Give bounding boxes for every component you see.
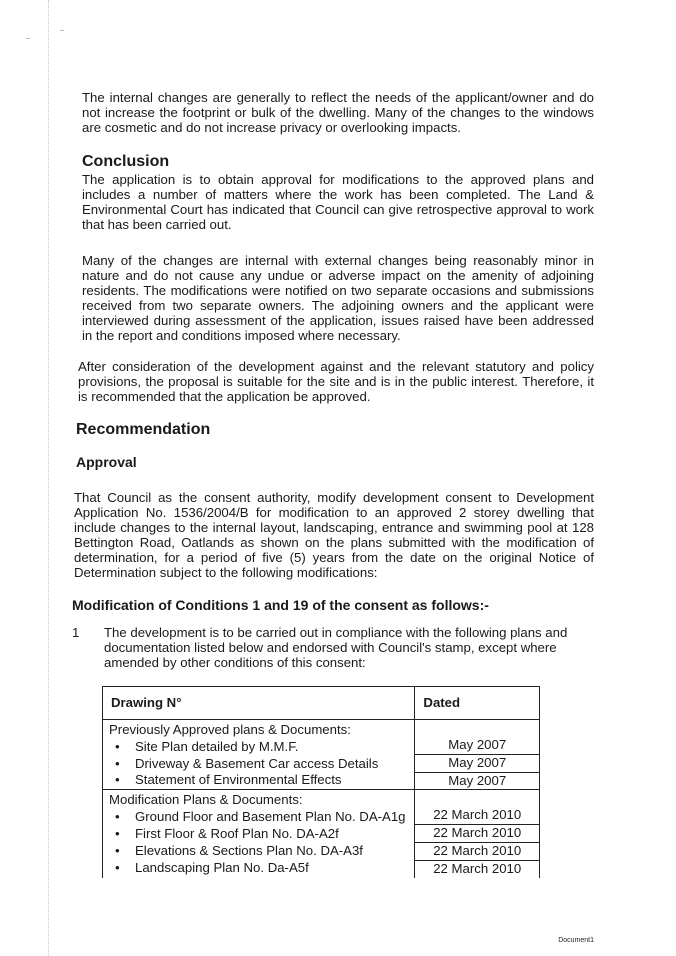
drawing-name: First Floor & Roof Plan No. DA-A2f: [135, 825, 339, 841]
bullet-icon: •: [115, 738, 120, 754]
recommendation-heading: Recommendation: [76, 421, 211, 438]
list-item: [115, 809, 414, 826]
bullet-icon: •: [115, 842, 120, 858]
conclusion-paragraph-1: The application is to obtain approval for modifications to the approved plans and includes a number of matters where the work has been completed. The Land & Environmental Court has indicated that Council can give retrospective approval to work that has been carried out.: [82, 172, 594, 232]
scan-margin-line: [48, 0, 49, 956]
drawing-list: [109, 809, 414, 876]
drawing-name: Statement of Environmental Effects: [135, 772, 342, 788]
date-item: 22 March 2010: [415, 807, 539, 825]
drawing-list: [109, 739, 414, 789]
group-cell: [103, 720, 415, 790]
drawings-table: [102, 686, 540, 878]
conclusion-paragraph-3: After consideration of the development against and the relevant statutory and policy provisions, the proposal is suitable for the site and is in the public interest. Therefore, it is recommended that the application be approved.: [78, 359, 594, 404]
list-item: [115, 739, 414, 756]
scan-mark: [60, 30, 64, 31]
conclusion-paragraph-2: Many of the changes are internal with external changes being reasonably minor in nature and do not cause any undue or adverse impact on the amenity of adjoining residents. The modifications were notified on two separate occasions and submissions received from two separate owners. The adjoining owners and the applicant were interviewed during assessment of the application, issues raised have been addressed in the report and conditions imposed where necessary.: [82, 253, 594, 343]
date-list: [415, 807, 539, 877]
drawing-name: Ground Floor and Basement Plan No. DA-A1g: [135, 809, 406, 825]
bullet-icon: •: [115, 859, 120, 875]
drawing-name: Landscaping Plan No. Da-A5f: [135, 859, 309, 875]
bullet-icon: •: [115, 825, 120, 841]
date-item: May 2007: [415, 755, 539, 773]
scan-mark: [26, 38, 30, 39]
group-title: Modification Plans & Documents:: [109, 792, 303, 808]
list-item: [115, 843, 414, 860]
drawing-name: Driveway & Basement Car access Details: [135, 755, 379, 771]
table-row: [103, 790, 540, 878]
list-item: [115, 756, 414, 773]
table-header-row: [103, 687, 540, 720]
drawing-number-header: Drawing N°: [103, 687, 415, 720]
condition-text: The development is to be carried out in compliance with the following plans and documentation listed below and endorsed with Council's stamp, except where amended by other conditions of this consent:: [104, 625, 568, 670]
date-item: May 2007: [415, 737, 539, 755]
internal-changes-paragraph: The internal changes are generally to reflect the needs of the applicant/owner and do not increase the footprint or bulk of the dwelling. Many of the changes to the windows are cosmetic and do not increase privacy or overlooking impacts.: [82, 90, 594, 135]
list-item: [115, 860, 414, 877]
date-list: [415, 737, 539, 789]
dated-header: Dated: [415, 687, 540, 720]
date-cell: [415, 720, 540, 790]
approval-paragraph: That Council as the consent authority, modify development consent to Development Application No. 1536/2004/B for modification to an approved 2 storey dwelling that include changes to the internal layout, landscaping, entrance and swimming pool at 128 Bettington Road, Oatlands as shown on the plans submitted with the modification of determination, for a period of five (5) years from the date on the original Notice of Determination subject to the following modifications:: [74, 490, 594, 580]
modification-heading: Modification of Conditions 1 and 19 of the consent as follows:-: [72, 597, 489, 613]
date-cell: [415, 790, 540, 878]
conclusion-heading: Conclusion: [82, 153, 170, 170]
condition-number: 1: [72, 625, 80, 640]
bullet-icon: •: [115, 809, 120, 825]
date-item: 22 March 2010: [415, 825, 539, 843]
bullet-icon: •: [115, 772, 120, 788]
list-item: [115, 826, 414, 843]
approval-heading: Approval: [76, 454, 137, 470]
footer-document-name: Document1: [558, 937, 594, 944]
list-item: [115, 772, 414, 789]
group-cell: [103, 790, 415, 878]
group-title: Previously Approved plans & Documents:: [109, 722, 351, 737]
date-item: 22 March 2010: [433, 860, 522, 876]
date-item: 22 March 2010: [415, 843, 539, 861]
bullet-icon: •: [115, 755, 120, 771]
table-row: [103, 720, 540, 790]
drawing-name: Site Plan detailed by M.M.F.: [135, 738, 299, 754]
drawing-name: Elevations & Sections Plan No. DA-A3f: [135, 842, 363, 858]
date-item: May 2007: [448, 772, 507, 788]
